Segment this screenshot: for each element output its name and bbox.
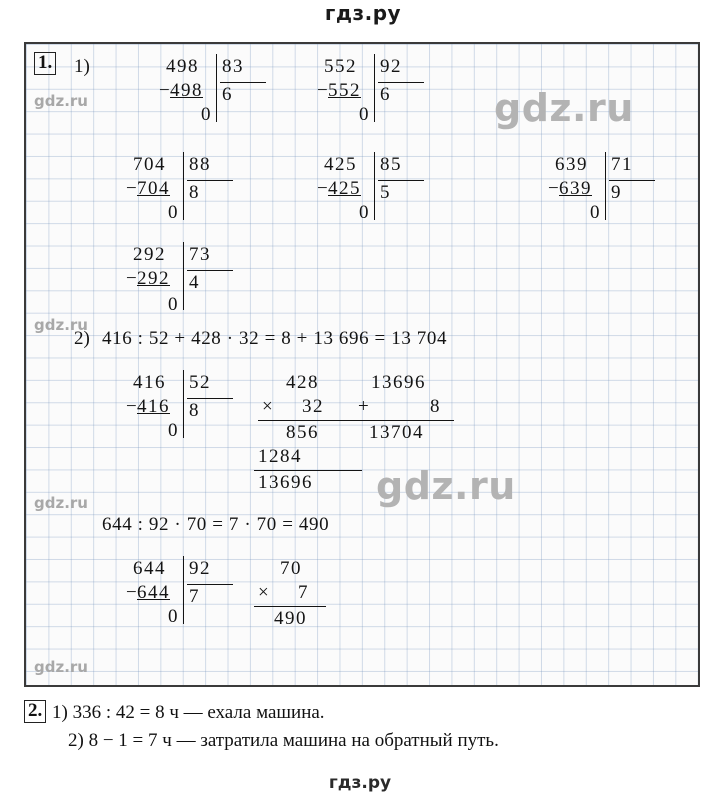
division-2-vbar [374,54,375,122]
division-6-subtrahend: 292 [137,268,170,289]
division-8-subtrahend: 644 [137,582,170,603]
multiplication-1-factor1: 428 [286,372,319,393]
division-7-divisor: 52 [189,372,211,393]
division-1-remainder: 0 [201,104,212,125]
division-4-remainder: 0 [359,202,370,223]
division-4-subtrahend: 425 [328,178,361,199]
division-6-remainder: 0 [168,294,179,315]
multiplication-1-product: 13696 [258,472,313,493]
division-7-subtrahend: 416 [137,396,170,417]
division-4-vbar [374,152,375,220]
task1-part2-label: 2) [74,328,90,349]
watermark-gdz-2: gdz.ru [34,316,88,334]
division-3-quot-line [187,180,233,181]
division-6-quot-line [187,270,233,271]
watermark-gdz-big-1: gdz.ru [494,86,634,130]
division-1-quot-line [220,82,266,83]
grid-paper-solution-area [24,42,700,687]
division-4-quot-line [378,180,424,181]
division-7-vbar [183,370,184,438]
multiplication-1-partial-1: 856 [286,422,319,443]
multiplication-1-factor2: 32 [302,396,324,417]
multiplication-2-factor2: 7 [298,582,309,603]
division-6-quotient: 4 [189,272,200,293]
division-2-quotient: 6 [380,84,391,105]
division-2-quot-line [378,82,424,83]
division-2-minus: − [317,80,330,101]
multiplication-2-factor1: 70 [280,558,302,579]
multiplication-1-sign: × [262,396,275,417]
division-8-quotient: 7 [189,586,200,607]
task1-expression-1: 416 : 52 + 428 · 32 = 8 + 13 696 = 13 704 [102,328,448,349]
addition-1-line [358,420,454,421]
division-7-quot-line [187,398,233,399]
watermark-gdz-4: gdz.ru [34,658,88,676]
division-2-subtrahend: 552 [328,80,361,101]
division-8-dividend: 644 [133,558,166,579]
site-logo-bottom: гдз.ру [328,773,392,793]
task1-expression-2: 644 : 92 · 70 = 7 · 70 = 490 [102,514,330,535]
division-6-dividend: 292 [133,244,166,265]
division-3-subtrahend: 704 [137,178,170,199]
division-7-quotient: 8 [189,400,200,421]
division-5-vbar [605,152,606,220]
division-7-dividend: 416 [133,372,166,393]
division-5-subtrahend: 639 [559,178,592,199]
division-5-quotient: 9 [611,182,622,203]
division-4-divisor: 85 [380,154,402,175]
division-3-dividend: 704 [133,154,166,175]
division-5-minus: − [548,178,561,199]
multiplication-1-partial-2: 1284 [258,446,302,467]
division-5-remainder: 0 [590,202,601,223]
division-2-dividend: 552 [324,56,357,77]
addition-1-sign: + [358,396,371,417]
division-4-quotient: 5 [380,182,391,203]
division-7-minus: − [126,396,139,417]
division-6-vbar [183,242,184,310]
division-4-minus: − [317,178,330,199]
multiplication-2-product: 490 [274,608,307,629]
addition-1-sum: 13704 [369,422,424,443]
addition-1-addend1: 13696 [371,372,426,393]
division-1-minus: − [159,80,172,101]
division-6-divisor: 73 [189,244,211,265]
multiplication-1-line-2 [254,470,362,471]
division-3-minus: − [126,178,139,199]
division-1-divisor: 83 [222,56,244,77]
division-1-quotient: 6 [222,84,233,105]
division-2-remainder: 0 [359,104,370,125]
addition-1-addend2: 8 [430,396,441,417]
division-3-quotient: 8 [189,182,200,203]
division-3-divisor: 88 [189,154,211,175]
multiplication-2-sign: × [258,582,271,603]
division-6-minus: − [126,268,139,289]
division-2-divisor: 92 [380,56,402,77]
division-8-minus: − [126,582,139,603]
task1-part1-label: 1) [74,56,90,77]
multiplication-2-line [254,606,326,607]
division-1-subtrahend: 498 [170,80,203,101]
division-1-dividend: 498 [166,56,199,77]
division-3-remainder: 0 [168,202,179,223]
watermark-gdz-1: gdz.ru [34,92,88,110]
division-5-quot-line [609,180,655,181]
division-5-divisor: 71 [611,154,633,175]
division-8-remainder: 0 [168,606,179,627]
division-5-dividend: 639 [555,154,588,175]
task2-line-2: 2) 8 − 1 = 7 ч — затратила машина на обратный путь. [68,730,499,751]
watermark-gdz-big-2: gdz.ru [376,464,516,508]
division-8-vbar [183,556,184,624]
division-7-remainder: 0 [168,420,179,441]
division-1-vbar [216,54,217,122]
task2-line-1: 1) 336 : 42 = 8 ч — ехала машина. [52,702,325,723]
site-logo-top: гдз.ру [324,1,402,25]
watermark-gdz-3: gdz.ru [34,494,88,512]
division-8-quot-line [187,584,233,585]
multiplication-1-line-1 [258,420,358,421]
task-number-1: 1. [34,52,56,75]
division-8-divisor: 92 [189,558,211,579]
task-number-2: 2. [24,700,46,723]
division-4-dividend: 425 [324,154,357,175]
division-3-vbar [183,152,184,220]
